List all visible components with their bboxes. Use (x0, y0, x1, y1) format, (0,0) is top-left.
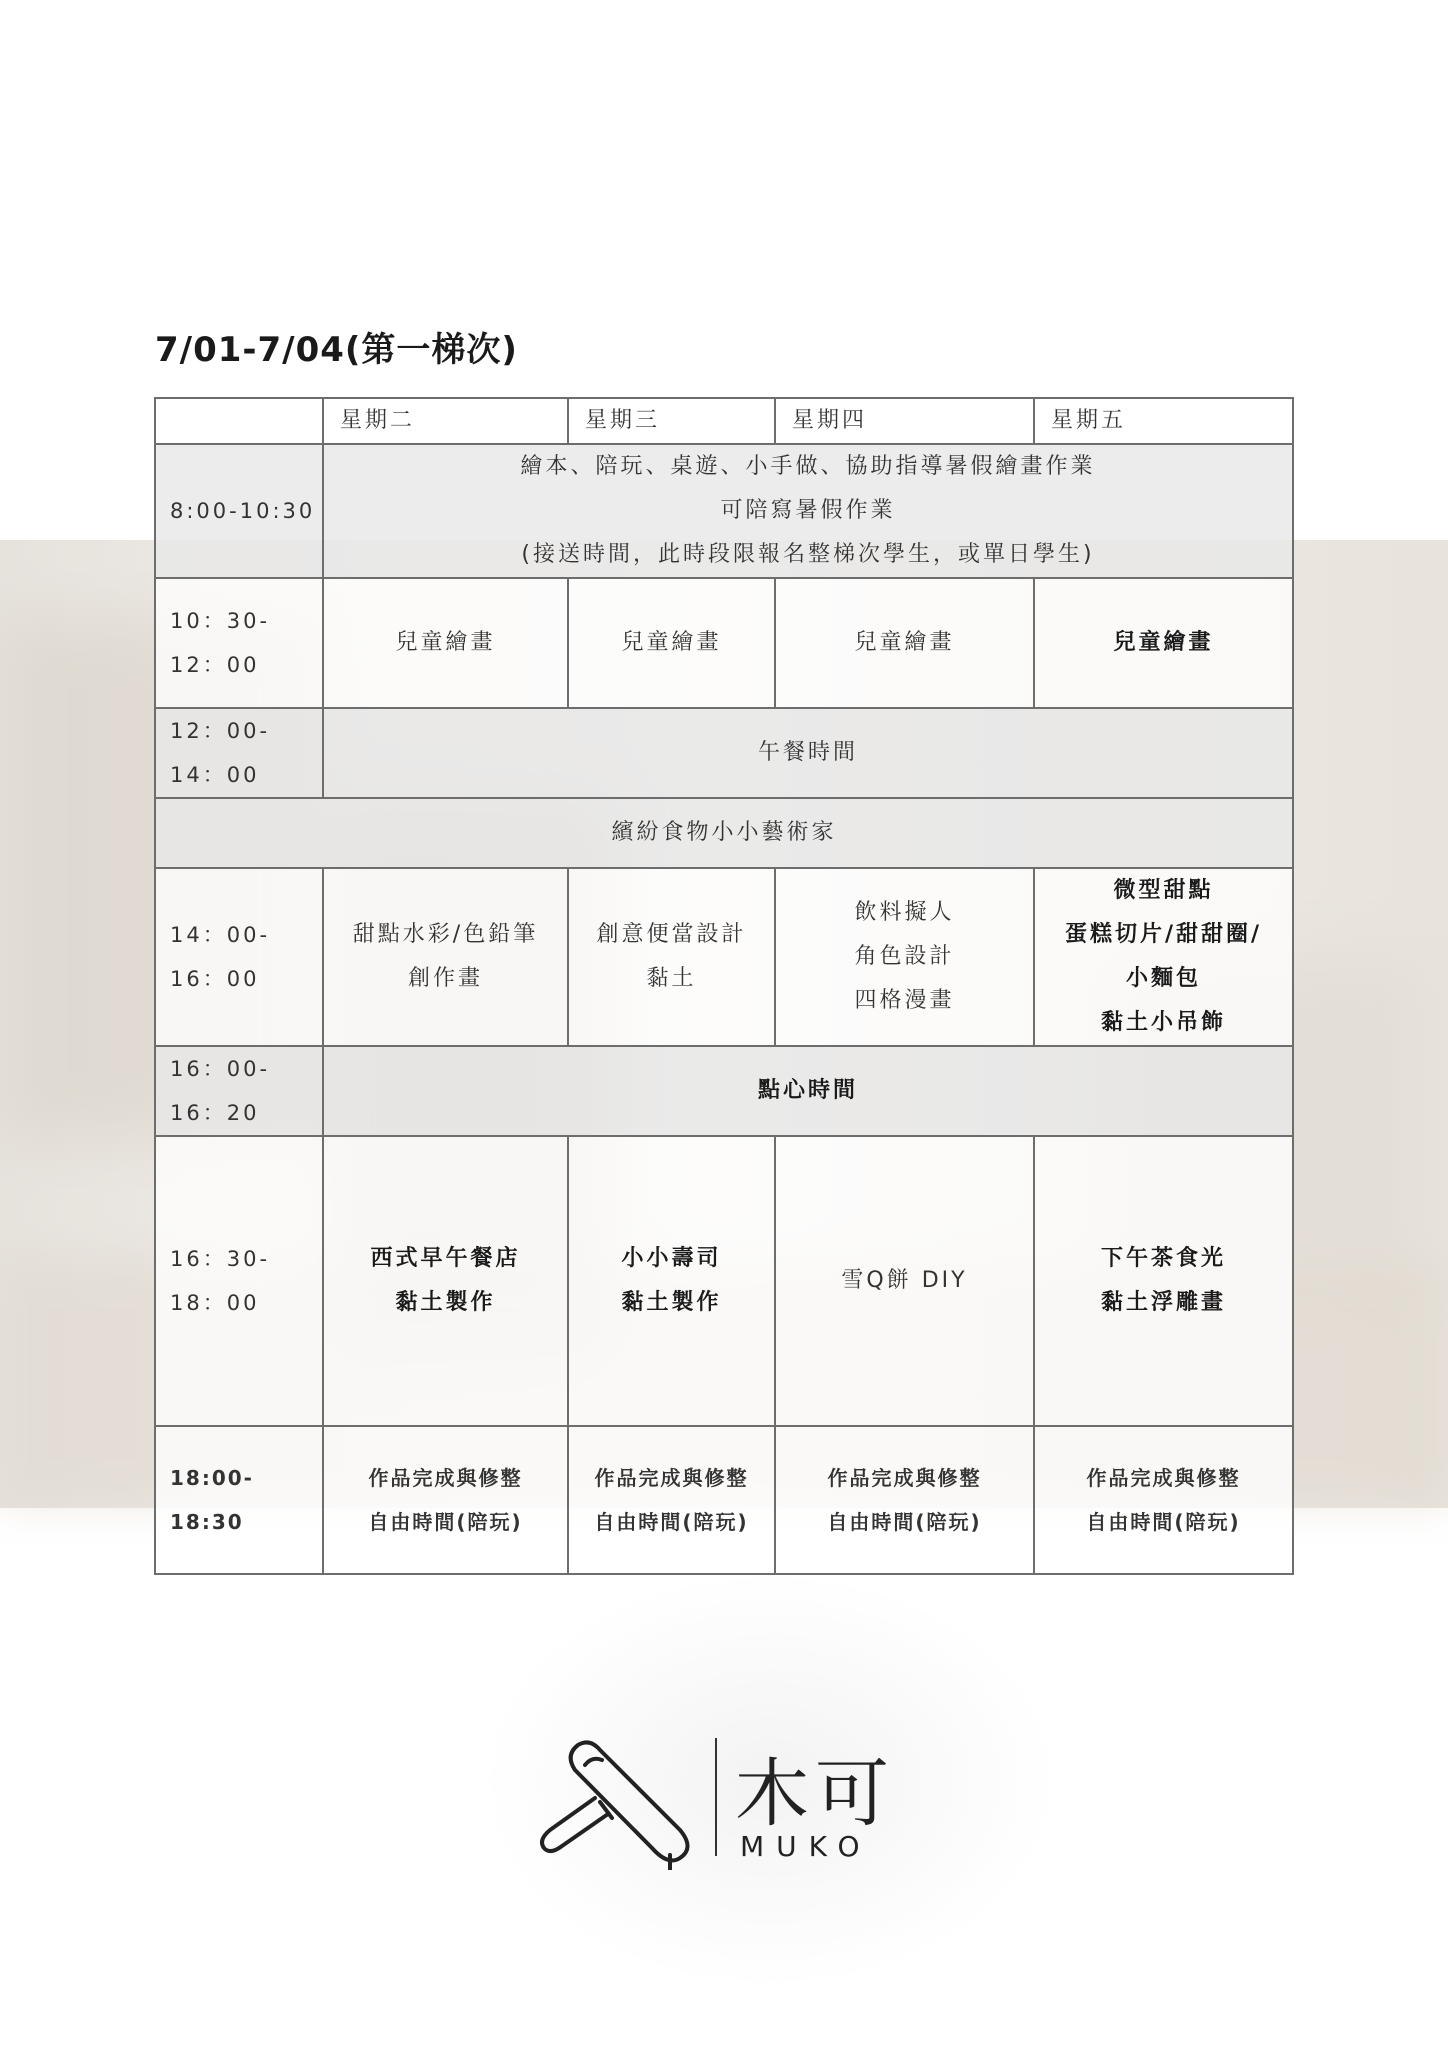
activity-cell (568, 868, 775, 1046)
time-start: 16：30- (170, 1247, 271, 1271)
page-title: 7/01-7/04(第一梯次) (155, 330, 518, 370)
logo-subtitle: MUKO (740, 1830, 872, 1863)
activity-line: 蛋糕切片/甜甜圈/ (1064, 922, 1263, 947)
activity-line: 作品完成與修整 (1086, 1466, 1241, 1490)
time-cell (155, 1046, 323, 1136)
time-cell: 8:00-10:30 (155, 444, 323, 578)
activity-line: 繪本、陪玩、桌遊、小手做、協助指導暑假繪畫作業 (520, 454, 1096, 479)
time-end: 14：00 (170, 763, 260, 787)
activity-cell (1034, 1426, 1293, 1574)
activity-cell: 雪Q餅 DIY (775, 1136, 1034, 1426)
time-start: 14：00- (170, 923, 271, 947)
activity-line: 飲料擬人 (854, 900, 955, 925)
time-cell (155, 578, 323, 708)
activity-line: 作品完成與修整 (594, 1466, 749, 1490)
day-header: 星期三 (568, 398, 775, 444)
activity-cell (1034, 868, 1293, 1046)
activity-cell: 兒童繪畫 (323, 578, 568, 708)
activity-line: 作品完成與修整 (827, 1466, 982, 1490)
activity-cell (323, 1426, 568, 1574)
activity-line: 小麵包 (1125, 966, 1201, 991)
time-end: 16：20 (170, 1101, 260, 1125)
logo-name: 木可 (735, 1751, 895, 1837)
corner-cell (155, 398, 323, 444)
activity-line: 自由時間(陪玩) (368, 1510, 523, 1534)
activity-line: 黏土製作 (395, 1290, 496, 1315)
time-cell: 18:00-18:30 (155, 1426, 323, 1574)
activity-line: 西式早午餐店 (370, 1246, 521, 1271)
activity-line: 黏土製作 (621, 1290, 722, 1315)
time-end: 12：00 (170, 653, 260, 677)
activity-cell: 兒童繪畫 (775, 578, 1034, 708)
activity-line: 自由時間(陪玩) (827, 1510, 982, 1534)
table-row (155, 1426, 1293, 1574)
activity-line: 可陪寫暑假作業 (720, 498, 896, 523)
activity-line: 黏土 (646, 966, 697, 991)
time-end: 16：00 (170, 967, 260, 991)
header-row (155, 398, 1293, 444)
activity-line: 創作畫 (407, 966, 483, 991)
activity-cell (1034, 1136, 1293, 1426)
activity-cell: 點心時間 (323, 1046, 1293, 1136)
activity-line: 創意便當設計 (596, 922, 747, 947)
activity-cell (568, 1136, 775, 1426)
time-start: 16：00- (170, 1057, 271, 1081)
time-end: 18：00 (170, 1291, 260, 1315)
activity-cell (323, 1136, 568, 1426)
activity-line: (接送時間，此時段限報名整梯次學生，或單日學生) (521, 542, 1095, 567)
activity-cell (568, 1426, 775, 1574)
activity-line: 甜點水彩/色鉛筆 (352, 922, 539, 947)
time-start: 12：00- (170, 719, 271, 743)
section-title-cell: 繽紛食物小小藝術家 (155, 798, 1293, 868)
schedule-table (154, 397, 1294, 1575)
activity-line: 黏土小吊飾 (1100, 1010, 1226, 1035)
activity-cell (775, 1426, 1034, 1574)
time-cell (155, 708, 323, 798)
table-row (155, 444, 1293, 578)
time-start: 10：30- (170, 609, 271, 633)
activity-cell: 兒童繪畫 (568, 578, 775, 708)
activity-cell (323, 868, 568, 1046)
activity-line: 作品完成與修整 (368, 1466, 523, 1490)
activity-line: 微型甜點 (1113, 878, 1214, 903)
time-cell (155, 868, 323, 1046)
activity-line: 自由時間(陪玩) (594, 1510, 749, 1534)
table-row (155, 868, 1293, 1046)
table-row (155, 1136, 1293, 1426)
activity-line: 小小壽司 (621, 1246, 722, 1271)
day-header: 星期二 (323, 398, 568, 444)
activity-line: 角色設計 (854, 944, 955, 969)
time-cell (155, 1136, 323, 1426)
activity-line: 下午茶食光 (1100, 1246, 1226, 1271)
table-row (155, 708, 1293, 798)
activity-line: 黏土浮雕畫 (1100, 1290, 1226, 1315)
day-header: 星期五 (1034, 398, 1293, 444)
table-row (155, 798, 1293, 868)
activity-cell (775, 868, 1034, 1046)
logo-divider (715, 1738, 717, 1856)
activity-line: 四格漫畫 (854, 988, 955, 1013)
table-row (155, 1046, 1293, 1136)
activity-cell: 兒童繪畫 (1034, 578, 1293, 708)
activity-cell (323, 444, 1293, 578)
activity-line: 自由時間(陪玩) (1086, 1510, 1241, 1534)
day-header: 星期四 (775, 398, 1034, 444)
activity-cell: 午餐時間 (323, 708, 1293, 798)
table-row (155, 578, 1293, 708)
